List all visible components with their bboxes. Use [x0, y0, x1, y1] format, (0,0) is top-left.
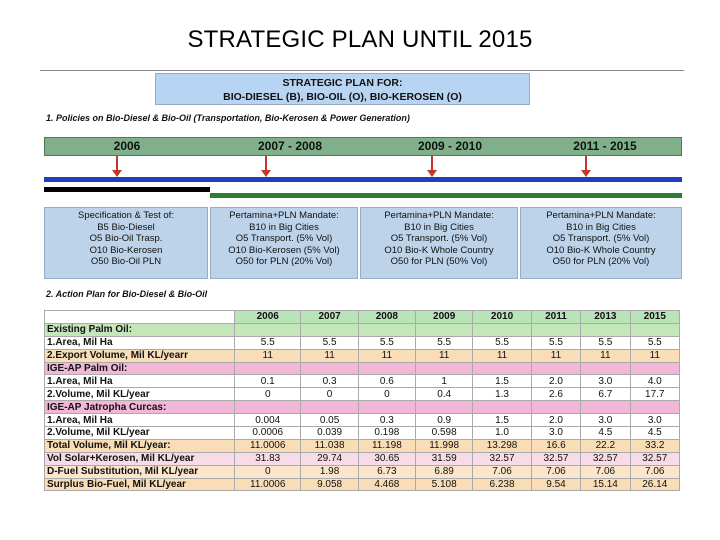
table-cell: [581, 362, 630, 375]
year-header: 2007: [301, 311, 358, 324]
table-row: [45, 439, 680, 452]
green-progress-bar: [210, 193, 682, 198]
table-cell: 7.06: [473, 465, 532, 478]
table-cell: 11.198: [358, 439, 415, 452]
timeline-bar: [44, 137, 682, 156]
table-cell: 11: [235, 349, 301, 362]
table-cell: 5.5: [473, 336, 532, 349]
spec-line: O50 for PLN (20% Vol): [552, 256, 650, 268]
table-row: [45, 427, 680, 440]
spec-line: B5 Bio-Diesel: [97, 221, 155, 233]
spec-line: O10 Bio-Kerosen (5% Vol): [228, 244, 340, 256]
table-cell: [235, 401, 301, 414]
spec-box-2006: [44, 207, 208, 279]
table-cell: 29.74: [301, 452, 358, 465]
table-cell: 6.89: [416, 465, 473, 478]
table-cell: 0: [235, 388, 301, 401]
table-cell: 5.5: [416, 336, 473, 349]
table-cell: 5.5: [630, 336, 679, 349]
row-label: Vol Solar+Kerosen, Mil KL/year: [45, 452, 235, 465]
row-label: 2.Volume, Mil KL/year: [45, 427, 235, 440]
table-cell: 0.004: [235, 414, 301, 427]
table-row: [45, 401, 680, 414]
spec-line: O50 for PLN (50% Vol): [390, 256, 488, 268]
table-cell: 5.5: [581, 336, 630, 349]
table-cell: 0.3: [301, 375, 358, 388]
table-cell: 17.7: [630, 388, 679, 401]
spec-line: Specification & Test of:: [78, 210, 174, 221]
table-cell: 2.0: [531, 375, 580, 388]
row-label: 1.Area, Mil Ha: [45, 414, 235, 427]
timeline-arrow: [585, 156, 587, 172]
timeline-label: 2011 - 2015: [573, 139, 637, 153]
table-cell: 2.0: [531, 414, 580, 427]
table-cell: [416, 401, 473, 414]
title-divider: [40, 70, 684, 71]
spec-box-2011-2015: [520, 207, 682, 279]
table-cell: 26.14: [630, 478, 679, 491]
table-cell: [358, 323, 415, 336]
table-cell: 0.598: [416, 427, 473, 440]
table-cell: [301, 323, 358, 336]
table-cell: 13.298: [473, 439, 532, 452]
table-cell: 1.0: [473, 427, 532, 440]
row-label: Total Volume, Mil KL/year:: [45, 439, 235, 452]
table-cell: 0: [235, 465, 301, 478]
table-cell: [531, 362, 580, 375]
spec-line: O50 for PLN (20% Vol): [235, 256, 333, 268]
plan-header-line2: BIO-DIESEL (B), BIO-OIL (O), BIO-KEROSEN (O): [223, 91, 462, 103]
table-cell: [235, 362, 301, 375]
table-cell: 0: [301, 388, 358, 401]
table-cell: 3.0: [581, 414, 630, 427]
row-label: 2.Export Volume, Mil KL/yearr: [45, 349, 235, 362]
table-cell: 5.5: [531, 336, 580, 349]
row-label: IGE-AP Palm Oil:: [45, 362, 235, 375]
spec-line: Pertamina+PLN Mandate:: [384, 210, 494, 221]
timeline-label: 2009 - 2010: [417, 139, 483, 153]
table-cell: 11: [301, 349, 358, 362]
table-row: [45, 478, 680, 491]
plan-header-line1: STRATEGIC PLAN FOR:: [282, 77, 403, 89]
table-cell: 11.038: [301, 439, 358, 452]
spec-line: O5 Transport. (5% Vol): [552, 233, 650, 245]
table-cell: 5.5: [301, 336, 358, 349]
spec-line: Pertamina+PLN Mandate:: [229, 210, 339, 221]
table-cell: 11: [473, 349, 532, 362]
table-cell: 22.2: [581, 439, 630, 452]
table-cell: 15.14: [581, 478, 630, 491]
table-cell: 31.83: [235, 452, 301, 465]
spec-line: O10 Bio-K Whole Country: [546, 244, 656, 256]
year-header: 2013: [581, 311, 630, 324]
table-cell: [416, 362, 473, 375]
table-cell: 32.57: [581, 452, 630, 465]
spec-line: B10 in Big Cities: [404, 221, 474, 233]
table-cell: 11: [630, 349, 679, 362]
table-cell: 9.058: [301, 478, 358, 491]
table-cell: 7.06: [581, 465, 630, 478]
table-cell: 9.54: [531, 478, 580, 491]
table-cell: [581, 401, 630, 414]
table-row: [45, 349, 680, 362]
year-header: 2008: [358, 311, 415, 324]
table-cell: 11.998: [416, 439, 473, 452]
year-header: 2009: [416, 311, 473, 324]
table-row: [45, 375, 680, 388]
table-cell: 30.65: [358, 452, 415, 465]
table-cell: 0.0006: [235, 427, 301, 440]
spec-box-2007-2008: [210, 207, 358, 279]
table-cell: 32.57: [473, 452, 532, 465]
table-row: [45, 362, 680, 375]
table-cell: 32.57: [531, 452, 580, 465]
row-label: Surplus Bio-Fuel, Mil KL/year: [45, 478, 235, 491]
year-header: 2015: [630, 311, 679, 324]
table-cell: 4.5: [630, 427, 679, 440]
table-cell: 11: [358, 349, 415, 362]
table-cell: 11: [416, 349, 473, 362]
table-cell: 0.9: [416, 414, 473, 427]
table-cell: 3.0: [531, 427, 580, 440]
row-label: 1.Area, Mil Ha: [45, 375, 235, 388]
table-cell: 0.4: [416, 388, 473, 401]
spec-line: O5 Transport. (5% Vol): [390, 233, 488, 245]
table-cell: 6.7: [581, 388, 630, 401]
table-cell: 1.5: [473, 375, 532, 388]
table-cell: [235, 323, 301, 336]
table-cell: 5.108: [416, 478, 473, 491]
table-cell: 1.5: [473, 414, 532, 427]
blue-progress-bar: [44, 177, 682, 182]
table-cell: [358, 362, 415, 375]
table-cell: 0.198: [358, 427, 415, 440]
section-policies-label: 1. Policies on Bio-Diesel & Bio-Oil (Transportation, Bio-Kerosen & Power Generation): [46, 113, 410, 123]
table-cell: [473, 323, 532, 336]
table-cell: [416, 323, 473, 336]
table-cell: 6.73: [358, 465, 415, 478]
table-cell: 0.3: [358, 414, 415, 427]
table-cell: [301, 362, 358, 375]
table-cell: 16.6: [531, 439, 580, 452]
spec-line: O5 Transport. (5% Vol): [235, 233, 333, 245]
table-cell: 7.06: [630, 465, 679, 478]
spec-line: O10 Bio-K Whole Country: [384, 244, 494, 256]
row-label: 2.Volume, Mil KL/year: [45, 388, 235, 401]
header-blank-cell: [45, 311, 235, 324]
table-cell: [301, 401, 358, 414]
table-cell: 1.98: [301, 465, 358, 478]
table-cell: 4.5: [581, 427, 630, 440]
table-cell: 7.06: [531, 465, 580, 478]
table-header-row: [45, 311, 680, 324]
table-cell: 0.039: [301, 427, 358, 440]
table-cell: 0.1: [235, 375, 301, 388]
year-header: 2006: [235, 311, 301, 324]
table-row: [45, 465, 680, 478]
table-row: [45, 388, 680, 401]
table-row: [45, 414, 680, 427]
page-title: STRATEGIC PLAN UNTIL 2015: [187, 26, 533, 53]
table-cell: 3.0: [581, 375, 630, 388]
table-cell: 5.5: [358, 336, 415, 349]
table-cell: 11.0006: [235, 439, 301, 452]
year-header: 2010: [473, 311, 532, 324]
row-label: IGE-AP Jatropha Curcas:: [45, 401, 235, 414]
table-cell: 5.5: [235, 336, 301, 349]
row-label: 1.Area, Mil Ha: [45, 336, 235, 349]
table-row: [45, 323, 680, 336]
table-row: [45, 452, 680, 465]
spec-line: B10 in Big Cities: [566, 221, 636, 233]
row-label: Existing Palm Oil:: [45, 323, 235, 336]
spec-line: O5 Bio-Oil Trasp.: [89, 233, 163, 245]
table-cell: 11: [581, 349, 630, 362]
spec-line: B10 in Big Cities: [249, 221, 319, 233]
year-header: 2011: [531, 311, 580, 324]
table-cell: 33.2: [630, 439, 679, 452]
table-cell: [630, 401, 679, 414]
table-cell: [473, 401, 532, 414]
table-row: [45, 336, 680, 349]
section-action-plan-label: 2. Action Plan for Bio-Diesel & Bio-Oil: [46, 289, 208, 299]
table-cell: [630, 362, 679, 375]
table-cell: 0.05: [301, 414, 358, 427]
table-cell: [358, 401, 415, 414]
table-cell: 3.0: [630, 414, 679, 427]
table-cell: 11: [531, 349, 580, 362]
timeline-arrow: [265, 156, 267, 172]
timeline-arrow: [116, 156, 118, 172]
black-progress-bar: [44, 187, 210, 192]
plan-header: [155, 73, 530, 105]
table-cell: 0: [358, 388, 415, 401]
spec-line: O50 Bio-Oil PLN: [90, 256, 162, 268]
table-cell: [473, 362, 532, 375]
spec-line: Pertamina+PLN Mandate:: [546, 210, 656, 221]
table-cell: 1.3: [473, 388, 532, 401]
table-cell: 4.468: [358, 478, 415, 491]
table-cell: 0.6: [358, 375, 415, 388]
table-cell: 2.6: [531, 388, 580, 401]
table-cell: 1: [416, 375, 473, 388]
timeline-arrow: [431, 156, 433, 172]
table-cell: [581, 323, 630, 336]
table-cell: 6.238: [473, 478, 532, 491]
action-plan-table: [44, 310, 680, 491]
table-cell: [630, 323, 679, 336]
table-cell: [531, 323, 580, 336]
row-label: D-Fuel Substitution, Mil KL/year: [45, 465, 235, 478]
spec-box-2009-2010: [360, 207, 518, 279]
table-cell: [531, 401, 580, 414]
timeline-label: 2007 - 2008: [257, 139, 323, 153]
table-cell: 31.59: [416, 452, 473, 465]
table-cell: 11.0006: [235, 478, 301, 491]
spec-line: O10 Bio-Kerosen: [89, 244, 163, 256]
table-cell: 4.0: [630, 375, 679, 388]
table-cell: 32.57: [630, 452, 679, 465]
timeline-label: 2006: [113, 139, 141, 153]
